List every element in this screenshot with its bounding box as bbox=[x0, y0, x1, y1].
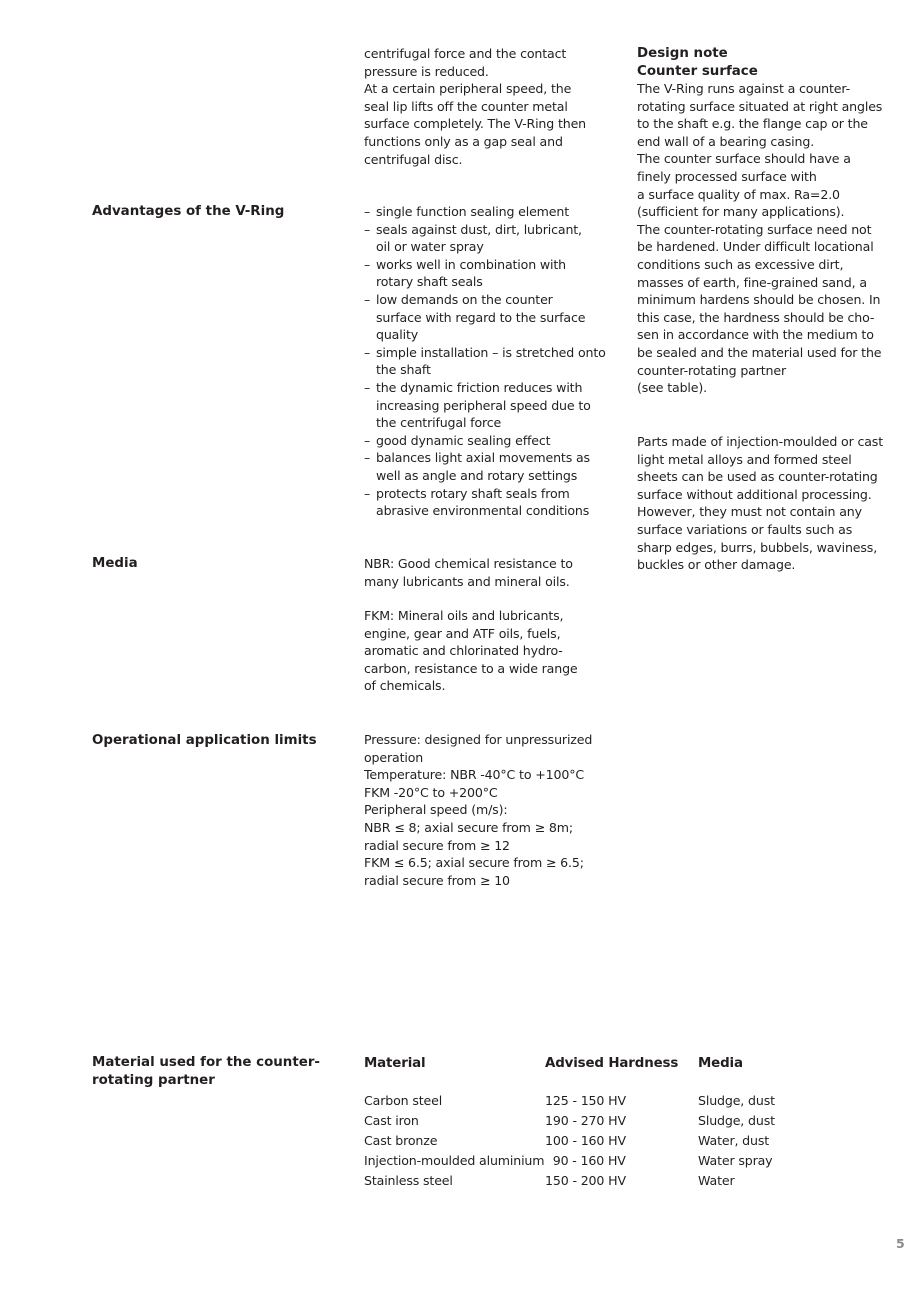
material-table-wrapper bbox=[364, 1055, 818, 1191]
limits-line: Peripheral speed (m/s): bbox=[364, 802, 508, 818]
intro-paragraph bbox=[364, 45, 586, 168]
media-nbr-line: NBR: Good chemical resistance to bbox=[364, 556, 573, 571]
design-note-p1-line: a surface quality of max. Ra=2.0 bbox=[637, 186, 840, 202]
advantage-list-item bbox=[364, 344, 606, 379]
design-note-paragraph-1 bbox=[637, 80, 882, 397]
advantage-line: low demands on the counter bbox=[376, 291, 553, 307]
design-note-p2-line: Parts made of injection-moulded or cast bbox=[637, 434, 883, 449]
design-note-p2-line: sheets can be used as counter-rotating bbox=[637, 469, 878, 485]
material-table bbox=[364, 1055, 818, 1191]
limits-line: operation bbox=[364, 749, 424, 765]
cell-material: Injection-moulded aluminium bbox=[364, 1153, 545, 1168]
media-fkm-line: of chemicals. bbox=[364, 678, 446, 694]
intro-line: surface completely. The V-Ring then bbox=[364, 116, 587, 132]
cell-hardness: 125 - 150 HV bbox=[545, 1093, 626, 1108]
col-header-hardness: Advised Hardness bbox=[545, 1056, 679, 1071]
advantage-line: the shaft bbox=[376, 362, 431, 378]
material-section-heading bbox=[92, 1054, 320, 1090]
design-note-paragraph-2 bbox=[637, 433, 883, 574]
cell-media: Water spray bbox=[698, 1153, 773, 1168]
limits-line: NBR ≤ 8; axial secure from ≥ 8m; bbox=[364, 819, 573, 835]
advantage-line: quality bbox=[376, 327, 419, 343]
table-row bbox=[364, 1171, 818, 1191]
limits-line: radial secure from ≥ 10 bbox=[364, 872, 510, 888]
advantage-line: protects rotary shaft seals from bbox=[376, 485, 570, 501]
dash-bullet: – bbox=[364, 379, 371, 395]
intro-line: At a certain peripheral speed, the bbox=[364, 81, 572, 97]
design-note-p1-line: The counter-rotating surface need not bbox=[637, 221, 872, 237]
advantage-list-item bbox=[364, 291, 606, 344]
media-fkm-text bbox=[364, 607, 578, 695]
advantages-list bbox=[364, 203, 606, 520]
advantage-line: the dynamic friction reduces with bbox=[376, 379, 583, 395]
advantage-list-item bbox=[364, 432, 606, 450]
design-note-p1-line: The V-Ring runs against a counter- bbox=[637, 81, 851, 96]
design-note-p1-line: end wall of a bearing casing. bbox=[637, 133, 815, 149]
design-note-p2-line: However, they must not contain any bbox=[637, 504, 862, 520]
limits-line: Pressure: designed for unpressurized bbox=[364, 732, 593, 747]
limits-heading: Operational application limits bbox=[92, 733, 317, 748]
media-fkm-line: FKM: Mineral oils and lubricants, bbox=[364, 608, 564, 623]
advantage-line: works well in combination with bbox=[376, 256, 567, 272]
material-heading-line-2: rotating partner bbox=[92, 1073, 215, 1088]
cell-material: Cast bronze bbox=[364, 1133, 438, 1148]
advantage-list-item bbox=[364, 449, 606, 484]
design-note-p2-line: surface without additional processing. bbox=[637, 486, 872, 502]
design-note-p1-line: be sealed and the material used for the bbox=[637, 344, 882, 360]
limits-line: Temperature: NBR -40°C to +100°C bbox=[364, 767, 585, 783]
design-note-p1-line: be hardened. Under difficult locational bbox=[637, 239, 874, 255]
advantage-line: oil or water spray bbox=[376, 239, 484, 255]
design-note-p1-line: rotating surface situated at right angles bbox=[637, 98, 883, 114]
advantage-line: increasing peripheral speed due to bbox=[376, 397, 591, 413]
design-note-subtitle: Counter surface bbox=[637, 64, 758, 79]
dash-bullet: – bbox=[364, 291, 371, 307]
media-nbr-text bbox=[364, 555, 573, 590]
advantage-line: the centrifugal force bbox=[376, 415, 502, 431]
cell-media: Sludge, dust bbox=[698, 1093, 775, 1108]
design-note-p1-line: The counter surface should have a bbox=[637, 151, 851, 167]
cell-material: Stainless steel bbox=[364, 1173, 453, 1188]
cell-hardness: 90 - 160 HV bbox=[545, 1153, 626, 1168]
material-heading-line-1: Material used for the counter- bbox=[92, 1055, 320, 1070]
dash-bullet: – bbox=[364, 432, 371, 448]
table-row bbox=[364, 1111, 818, 1131]
advantage-line: abrasive environmental conditions bbox=[376, 503, 590, 519]
advantage-line: good dynamic sealing effect bbox=[376, 432, 551, 448]
intro-line: centrifugal force and the contact bbox=[364, 46, 567, 61]
dash-bullet: – bbox=[364, 485, 371, 501]
intro-line: centrifugal disc. bbox=[364, 151, 463, 167]
dash-bullet: – bbox=[364, 221, 371, 237]
design-note-p1-line: finely processed surface with bbox=[637, 168, 817, 184]
table-row bbox=[364, 1131, 818, 1151]
design-note-p1-line: this case, the hardness should be cho- bbox=[637, 309, 875, 325]
col-header-media: Media bbox=[698, 1056, 743, 1071]
design-note-p1-line: to the shaft e.g. the flange cap or the bbox=[637, 116, 868, 132]
cell-hardness: 190 - 270 HV bbox=[545, 1113, 626, 1128]
design-note-p2-line: light metal alloys and formed steel bbox=[637, 451, 852, 467]
limits-line: FKM -20°C to +200°C bbox=[364, 784, 498, 800]
design-note-p1-line: masses of earth, fine-grained sand, a bbox=[637, 274, 867, 290]
cell-material: Carbon steel bbox=[364, 1093, 443, 1108]
advantage-list-item bbox=[364, 203, 606, 221]
advantage-list-item bbox=[364, 379, 606, 432]
advantage-line: surface with regard to the surface bbox=[376, 309, 586, 325]
design-note-p1-line: sen in accordance with the medium to bbox=[637, 327, 874, 343]
cell-media: Water bbox=[698, 1173, 735, 1188]
design-note-p2-line: surface variations or faults such as bbox=[637, 521, 853, 537]
media-nbr-line: many lubricants and mineral oils. bbox=[364, 573, 570, 589]
advantage-line: single function sealing element bbox=[376, 204, 570, 219]
table-header-row bbox=[364, 1055, 818, 1091]
design-note-p1-line: conditions such as excessive dirt, bbox=[637, 256, 844, 272]
cell-hardness: 150 - 200 HV bbox=[545, 1173, 626, 1188]
media-fkm-line: engine, gear and ATF oils, fuels, bbox=[364, 625, 561, 641]
cell-material: Cast iron bbox=[364, 1113, 419, 1128]
design-note-title: Design note bbox=[637, 46, 728, 61]
limits-line: radial secure from ≥ 12 bbox=[364, 837, 510, 853]
col-header-material: Material bbox=[364, 1056, 426, 1071]
design-note-p1-line: counter-rotating partner bbox=[637, 362, 787, 378]
design-note-p1-line: minimum hardens should be chosen. In bbox=[637, 292, 881, 308]
advantage-list-item bbox=[364, 485, 606, 520]
intro-line: seal lip lifts off the counter metal bbox=[364, 98, 568, 114]
intro-line: pressure is reduced. bbox=[364, 63, 489, 79]
intro-line: functions only as a gap seal and bbox=[364, 133, 563, 149]
page-number: 5 bbox=[896, 1236, 905, 1251]
design-note-p2-line: buckles or other damage. bbox=[637, 557, 796, 573]
cell-hardness: 100 - 160 HV bbox=[545, 1133, 626, 1148]
advantage-line: seals against dust, dirt, lubricant, bbox=[376, 221, 582, 237]
advantage-line: rotary shaft seals bbox=[376, 274, 483, 290]
limits-text bbox=[364, 731, 592, 889]
advantage-line: simple installation – is stretched onto bbox=[376, 344, 606, 360]
design-note-p2-line: sharp edges, burrs, bubbels, waviness, bbox=[637, 539, 878, 555]
media-fkm-line: aromatic and chlorinated hydro- bbox=[364, 643, 563, 659]
dash-bullet: – bbox=[364, 344, 371, 360]
dash-bullet: – bbox=[364, 204, 371, 219]
advantage-line: well as angle and rotary settings bbox=[376, 467, 578, 483]
design-note-p1-line: (see table). bbox=[637, 380, 707, 396]
dash-bullet: – bbox=[364, 450, 371, 466]
design-note-p1-line: (sufficient for many applications). bbox=[637, 204, 845, 220]
cell-media: Water, dust bbox=[698, 1133, 770, 1148]
media-fkm-line: carbon, resistance to a wide range bbox=[364, 660, 578, 676]
table-row bbox=[364, 1151, 818, 1171]
advantages-heading: Advantages of the V-Ring bbox=[92, 204, 285, 219]
limits-line: FKM ≤ 6.5; axial secure from ≥ 6.5; bbox=[364, 855, 584, 871]
media-heading: Media bbox=[92, 556, 138, 571]
advantage-list-item bbox=[364, 256, 606, 291]
dash-bullet: – bbox=[364, 256, 371, 272]
advantage-line: balances light axial movements as bbox=[376, 450, 590, 466]
advantage-list-item bbox=[364, 221, 606, 256]
table-row bbox=[364, 1091, 818, 1111]
cell-media: Sludge, dust bbox=[698, 1113, 775, 1128]
